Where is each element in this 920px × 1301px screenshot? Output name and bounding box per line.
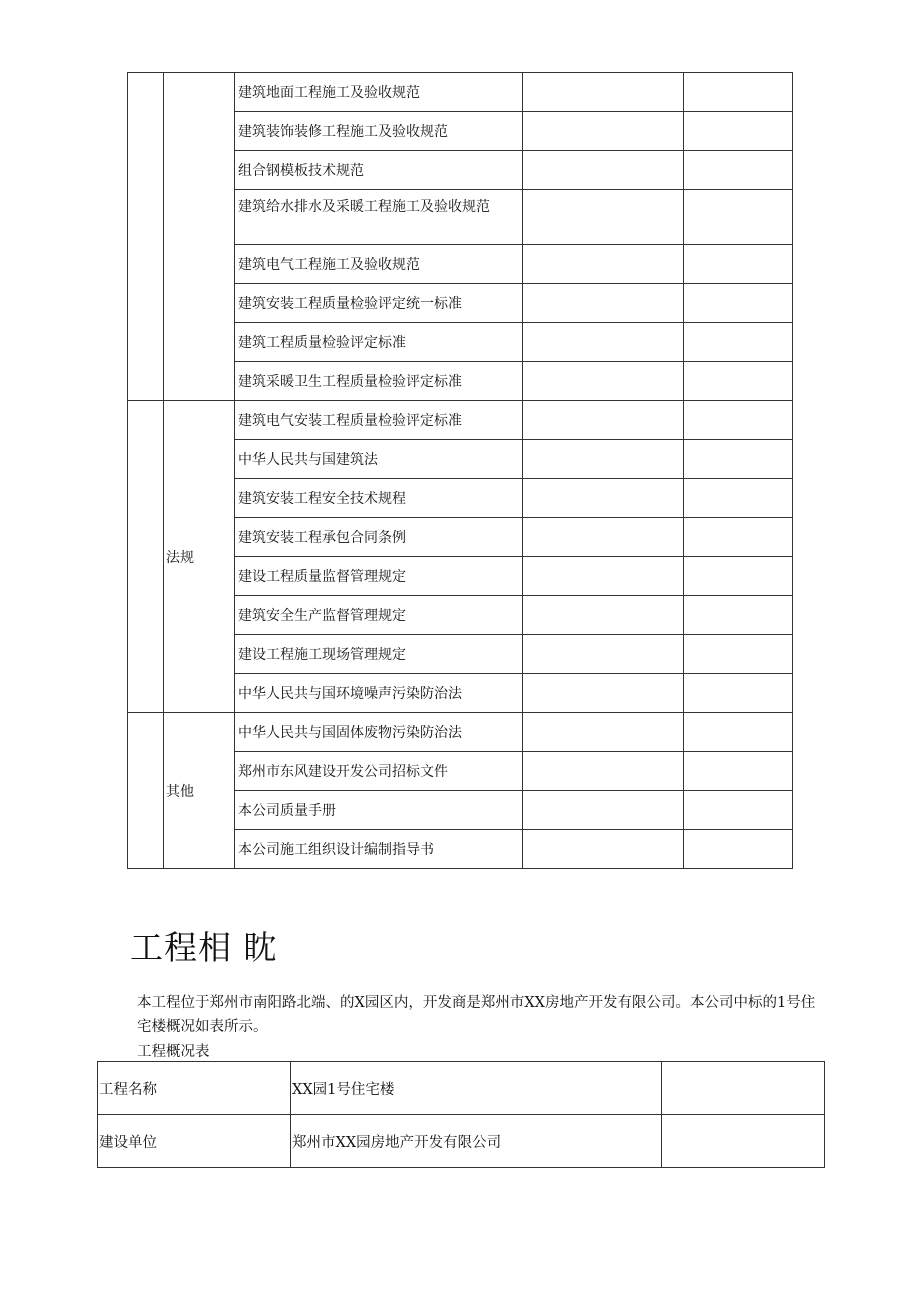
empty-cell bbox=[684, 73, 793, 112]
empty-cell bbox=[523, 752, 684, 791]
overview-value-cell: 郑州市XX园房地产开发有限公司 bbox=[291, 1115, 662, 1168]
empty-cell bbox=[684, 635, 793, 674]
empty-cell bbox=[523, 518, 684, 557]
empty-cell bbox=[684, 752, 793, 791]
empty-cell bbox=[684, 190, 793, 245]
empty-cell bbox=[684, 713, 793, 752]
table-row bbox=[98, 1115, 825, 1168]
standard-name-cell: 建筑装饰装修工程施工及验收规范 bbox=[235, 112, 523, 151]
empty-cell bbox=[684, 557, 793, 596]
reference-standards-table bbox=[127, 72, 793, 869]
category-cell: 其他 bbox=[164, 713, 235, 869]
index-cell bbox=[128, 401, 164, 713]
empty-cell bbox=[684, 112, 793, 151]
standard-name-cell: 建设工程质量监督管理规定 bbox=[235, 557, 523, 596]
empty-cell bbox=[684, 596, 793, 635]
empty-cell bbox=[684, 518, 793, 557]
table-row bbox=[128, 401, 793, 440]
empty-cell bbox=[523, 596, 684, 635]
category-cell: 法规 bbox=[164, 401, 235, 713]
standard-name-cell: 中华人民共与国建筑法 bbox=[235, 440, 523, 479]
standard-name-cell: 建筑安装工程质量检验评定统一标准 bbox=[235, 284, 523, 323]
standard-name-cell: 建筑给水排水及采暖工程施工及验收规范 bbox=[235, 190, 523, 245]
empty-cell bbox=[684, 245, 793, 284]
index-cell bbox=[128, 713, 164, 869]
empty-cell bbox=[684, 674, 793, 713]
empty-cell bbox=[523, 401, 684, 440]
standard-name-cell: 建筑安装工程安全技术规程 bbox=[235, 479, 523, 518]
empty-cell bbox=[523, 830, 684, 869]
empty-cell bbox=[523, 674, 684, 713]
empty-cell bbox=[684, 284, 793, 323]
table-row bbox=[98, 1062, 825, 1115]
empty-cell bbox=[684, 440, 793, 479]
standard-name-cell: 建筑安装工程承包合同条例 bbox=[235, 518, 523, 557]
empty-cell bbox=[523, 791, 684, 830]
project-description: 本工程位于郑州市南阳路北端、的X园区内，开发商是郑州市XX房地产开发有限公司。本公司中标的1号住宅楼概况如表所示。 bbox=[137, 995, 816, 1035]
empty-cell bbox=[684, 151, 793, 190]
empty-cell bbox=[523, 73, 684, 112]
empty-cell bbox=[523, 713, 684, 752]
standard-name-cell: 建筑采暖卫生工程质量检验评定标准 bbox=[235, 362, 523, 401]
standard-name-cell: 建筑电气安装工程质量检验评定标准 bbox=[235, 401, 523, 440]
standard-name-cell: 中华人民共与国环境噪声污染防治法 bbox=[235, 674, 523, 713]
standard-name-cell: 中华人民共与国固体废物污染防治法 bbox=[235, 713, 523, 752]
standard-name-cell: 建筑工程质量检验评定标准 bbox=[235, 323, 523, 362]
standard-name-cell: 建筑地面工程施工及验收规范 bbox=[235, 73, 523, 112]
empty-cell bbox=[523, 635, 684, 674]
overview-label-cell: 建设单位 bbox=[98, 1115, 291, 1168]
standard-name-cell: 本公司质量手册 bbox=[235, 791, 523, 830]
empty-cell bbox=[523, 440, 684, 479]
empty-cell bbox=[684, 791, 793, 830]
table-caption: 工程概况表 bbox=[137, 1044, 210, 1060]
standard-name-cell: 建设工程施工现场管理规定 bbox=[235, 635, 523, 674]
standard-name-cell: 本公司施工组织设计编制指导书 bbox=[235, 830, 523, 869]
index-cell bbox=[128, 73, 164, 401]
empty-cell bbox=[684, 479, 793, 518]
empty-cell bbox=[523, 362, 684, 401]
empty-cell bbox=[523, 284, 684, 323]
empty-cell bbox=[523, 557, 684, 596]
overview-label-cell: 工程名称 bbox=[98, 1062, 291, 1115]
empty-cell bbox=[523, 323, 684, 362]
empty-cell bbox=[523, 190, 684, 245]
standard-name-cell: 建筑安全生产监督管理规定 bbox=[235, 596, 523, 635]
table-row bbox=[128, 713, 793, 752]
section-heading: 工程相 眈 bbox=[130, 928, 278, 967]
empty-cell bbox=[684, 323, 793, 362]
standard-name-cell: 郑州市东风建设开发公司招标文件 bbox=[235, 752, 523, 791]
empty-cell bbox=[523, 112, 684, 151]
table-row bbox=[128, 73, 793, 112]
category-cell bbox=[164, 73, 235, 401]
project-overview-table bbox=[97, 1061, 825, 1168]
standard-name-cell: 组合钢模板技术规范 bbox=[235, 151, 523, 190]
empty-cell bbox=[523, 479, 684, 518]
overview-extra-cell bbox=[662, 1115, 825, 1168]
empty-cell bbox=[684, 401, 793, 440]
empty-cell bbox=[684, 362, 793, 401]
empty-cell bbox=[523, 151, 684, 190]
overview-extra-cell bbox=[662, 1062, 825, 1115]
empty-cell bbox=[523, 245, 684, 284]
overview-value-cell: XX园1号住宅楼 bbox=[291, 1062, 662, 1115]
empty-cell bbox=[684, 830, 793, 869]
standard-name-cell: 建筑电气工程施工及验收规范 bbox=[235, 245, 523, 284]
